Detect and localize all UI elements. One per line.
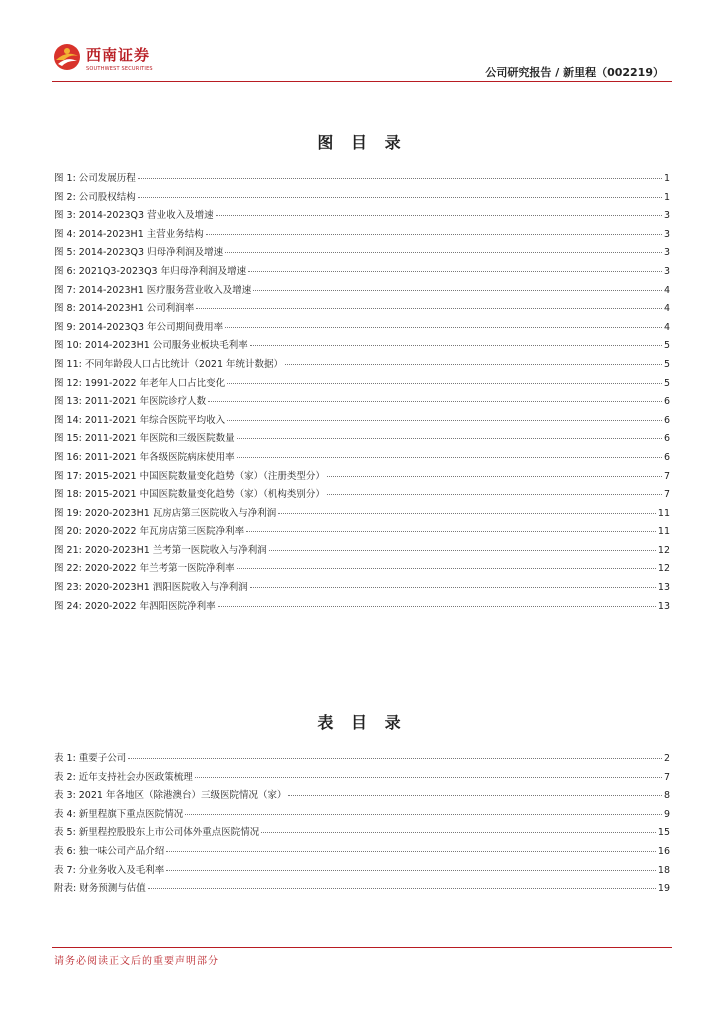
toc-entry-title: 2020-2023H1 泗阳医院收入与净利润 <box>84 582 248 594</box>
toc-entry[interactable] <box>54 579 670 598</box>
toc-entry-label: 表 1: <box>54 753 76 764</box>
toc-entry-page: 3 <box>663 265 670 277</box>
toc-entry-page: 6 <box>663 433 670 445</box>
toc-entry[interactable] <box>54 449 670 468</box>
toc-entry-page: 1 <box>663 173 670 184</box>
toc-entry-page: 12 <box>657 563 670 575</box>
toc-entry[interactable] <box>54 356 670 375</box>
toc-leader-dots <box>196 308 662 309</box>
toc-entry-label: 图 8: <box>54 303 76 315</box>
toc-entry-title: 2021Q3-2023Q3 年归母净利润及增速 <box>78 265 247 277</box>
toc-entry-title: 2020-2022 年兰考第一医院净利率 <box>84 563 235 575</box>
toc-entry-page: 16 <box>657 845 670 857</box>
toc-entry-label: 图 14: <box>54 414 82 426</box>
toc-entry[interactable] <box>54 750 670 769</box>
toc-entry-label: 图 1: <box>54 173 76 184</box>
toc-entry[interactable] <box>54 598 670 617</box>
toc-entry[interactable] <box>54 393 670 412</box>
toc-entry-page: 7 <box>663 470 670 482</box>
toc-leader-dots <box>327 476 662 477</box>
toc-entry-label: 图 18: <box>54 489 82 501</box>
toc-entry-title: 新里程旗下重点医院情况 <box>78 808 184 820</box>
toc-leader-dots <box>278 513 656 514</box>
toc-entry-title: 2014-2023Q3 归母净利润及增速 <box>78 247 224 259</box>
toc-leader-dots <box>237 568 656 569</box>
toc-entry-page: 6 <box>663 451 670 463</box>
company-logo <box>52 42 172 76</box>
toc-entry[interactable] <box>54 523 670 542</box>
toc-leader-dots <box>253 290 662 291</box>
toc-entry[interactable] <box>54 189 670 208</box>
toc-entry-page: 19 <box>657 883 670 895</box>
toc-leader-dots <box>225 252 662 253</box>
toc-entry-title: 分业务收入及毛利率 <box>78 864 165 876</box>
toc-leader-dots <box>195 777 662 778</box>
toc-entry[interactable] <box>54 170 670 189</box>
toc-entry-label: 图 20: <box>54 526 82 538</box>
toc-entry[interactable] <box>54 226 670 245</box>
toc-entry-label: 表 5: <box>54 827 76 839</box>
toc-entry-label: 表 2: <box>54 771 76 783</box>
toc-entry[interactable] <box>54 769 670 788</box>
toc-entry[interactable] <box>54 319 670 338</box>
toc-entry-label: 图 12: <box>54 377 82 389</box>
toc-leader-dots <box>248 271 662 272</box>
toc-entry-label: 图 21: <box>54 544 82 556</box>
toc-leader-dots <box>166 851 656 852</box>
toc-leader-dots <box>261 832 656 833</box>
toc-entry-page: 15 <box>657 827 670 839</box>
toc-leader-dots <box>216 215 662 216</box>
toc-entry-label: 表 6: <box>54 845 76 857</box>
toc-entry[interactable] <box>54 787 670 806</box>
toc-entry-title: 2021 年各地区（除港澳台）三级医院情况（家） <box>78 790 287 802</box>
toc-entry-title: 公司股权结构 <box>78 191 136 203</box>
footer-disclaimer: 请务必阅读正文后的重要声明部分 <box>54 956 219 967</box>
toc-entry-title: 1991-2022 年老年人口占比变化 <box>84 377 226 389</box>
toc-entry-page: 4 <box>663 303 670 315</box>
toc-leader-dots <box>237 438 662 439</box>
toc-entry-label: 图 15: <box>54 433 82 445</box>
toc-leader-dots <box>185 814 662 815</box>
toc-entry-title: 2014-2023H1 主营业务结构 <box>78 228 204 240</box>
toc-entry-title: 2015-2021 中国医院数量变化趋势（家）（注册类型分） <box>84 470 325 482</box>
toc-entry[interactable] <box>54 862 670 881</box>
toc-entry-page: 13 <box>657 600 670 612</box>
toc-entry-page: 13 <box>657 582 670 594</box>
toc-entry-title: 2011-2021 年医院和三级医院数量 <box>84 433 235 445</box>
toc-entry-page: 9 <box>663 808 670 820</box>
logo-english-name: SOUTHWEST SECURITIES <box>86 66 153 72</box>
toc-entry[interactable] <box>54 263 670 282</box>
toc-leader-dots <box>288 795 661 796</box>
toc-leader-dots <box>128 758 662 759</box>
toc-entry-label: 图 3: <box>54 210 76 222</box>
toc-entry-page: 5 <box>663 340 670 352</box>
page-header <box>52 38 672 82</box>
toc-entry-title: 独一味公司产品介绍 <box>78 845 165 857</box>
toc-entry-title: 2014-2023Q3 营业收入及增速 <box>78 210 214 222</box>
toc-entry-title: 2014-2023H1 公司服务业板块毛利率 <box>84 340 248 352</box>
toc-leader-dots <box>138 197 662 198</box>
toc-entry-page: 3 <box>663 210 670 222</box>
toc-entry-title: 2020-2022 年泗阳医院净利率 <box>84 600 216 612</box>
toc-entry-title: 2014-2023Q3 年公司期间费用率 <box>78 321 224 333</box>
toc-leader-dots <box>250 587 656 588</box>
toc-entry[interactable] <box>54 560 670 579</box>
toc-entry-page: 3 <box>663 247 670 259</box>
toc-entry-page: 5 <box>663 377 670 389</box>
toc-entry-title: 重要子公司 <box>78 753 127 764</box>
toc-entry-page: 6 <box>663 414 670 426</box>
toc-entry[interactable] <box>54 843 670 862</box>
toc-entry[interactable] <box>54 244 670 263</box>
toc-entry-label: 图 24: <box>54 600 82 612</box>
toc-leader-dots <box>227 420 662 421</box>
toc-entry-title: 2014-2023H1 公司利润率 <box>78 303 195 315</box>
toc-entry-page: 12 <box>657 544 670 556</box>
toc-entry-label: 图 13: <box>54 396 82 408</box>
toc-entry-title: 2011-2021 年医院诊疗人数 <box>84 396 207 408</box>
tables-toc-title: 表 目 录 <box>317 713 407 732</box>
toc-leader-dots <box>285 364 662 365</box>
toc-entry-label: 图 2: <box>54 191 76 203</box>
toc-entry-label: 图 7: <box>54 284 76 296</box>
toc-entry-label: 表 7: <box>54 864 76 876</box>
toc-entry-label: 表 3: <box>54 790 76 802</box>
toc-entry-title: 新里程控股股东上市公司体外重点医院情况 <box>78 827 260 839</box>
toc-entry-title: 财务预测与估值 <box>79 883 146 895</box>
toc-entry-page: 7 <box>663 771 670 783</box>
toc-entry-label: 图 17: <box>54 470 82 482</box>
toc-entry-page: 11 <box>657 507 670 519</box>
toc-entry-title: 2011-2021 年各级医院病床使用率 <box>84 451 235 463</box>
toc-entry[interactable] <box>54 806 670 825</box>
toc-entry-label: 表 4: <box>54 808 76 820</box>
toc-entry-page: 8 <box>663 790 670 802</box>
toc-leader-dots <box>225 327 662 328</box>
toc-leader-dots <box>227 383 662 384</box>
toc-entry[interactable] <box>54 300 670 319</box>
toc-entry[interactable] <box>54 880 670 899</box>
toc-entry-title: 2014-2023H1 医疗服务营业收入及增速 <box>78 284 252 296</box>
toc-entry-title: 公司发展历程 <box>78 173 136 184</box>
toc-leader-dots <box>327 494 662 495</box>
logo-mark-icon <box>52 42 82 72</box>
toc-entry[interactable] <box>54 468 670 487</box>
toc-entry-page: 1 <box>663 191 670 203</box>
toc-entry[interactable] <box>54 337 670 356</box>
header-divider <box>52 81 672 82</box>
toc-entry-page: 5 <box>663 358 670 370</box>
toc-entry-page: 6 <box>663 396 670 408</box>
toc-entry-label: 图 11: <box>54 358 82 370</box>
toc-entry[interactable] <box>54 505 670 524</box>
toc-entry-page: 4 <box>663 284 670 296</box>
toc-entry-label: 图 5: <box>54 247 76 259</box>
toc-entry-label: 图 16: <box>54 451 82 463</box>
toc-entry-page: 4 <box>663 321 670 333</box>
toc-leader-dots <box>218 606 656 607</box>
toc-entry[interactable] <box>54 430 670 449</box>
toc-entry-label: 图 22: <box>54 563 82 575</box>
toc-entry-label: 附表: <box>54 883 77 895</box>
toc-entry-title: 2015-2021 中国医院数量变化趋势（家）（机构类别分） <box>84 489 325 501</box>
toc-entry-title: 近年支持社会办医政策梳理 <box>78 771 193 783</box>
figures-toc-title: 图 目 录 <box>317 133 407 152</box>
toc-leader-dots <box>148 888 656 889</box>
toc-leader-dots <box>246 531 656 532</box>
toc-entry[interactable] <box>54 207 670 226</box>
toc-entry-title: 2020-2023H1 瓦房店第三医院收入与净利润 <box>84 507 277 519</box>
toc-entry[interactable] <box>54 282 670 301</box>
footer-divider <box>52 947 672 948</box>
toc-entry-label: 图 19: <box>54 507 82 519</box>
toc-entry[interactable] <box>54 542 670 561</box>
toc-entry-page: 11 <box>657 526 670 538</box>
toc-entry-title: 2011-2021 年综合医院平均收入 <box>84 414 226 426</box>
toc-entry-label: 图 6: <box>54 265 76 277</box>
toc-entry[interactable] <box>54 412 670 431</box>
toc-leader-dots <box>269 550 656 551</box>
toc-entry-title: 2020-2023H1 兰考第一医院收入与净利润 <box>84 544 267 556</box>
figures-toc-list <box>54 170 670 616</box>
toc-entry-label: 图 23: <box>54 582 82 594</box>
toc-entry-label: 图 4: <box>54 228 76 240</box>
toc-leader-dots <box>138 178 662 179</box>
toc-entry-page: 2 <box>663 753 670 764</box>
toc-leader-dots <box>237 457 662 458</box>
toc-entry-label: 图 10: <box>54 340 82 352</box>
toc-entry[interactable] <box>54 824 670 843</box>
toc-entry-page: 3 <box>663 228 670 240</box>
toc-entry-title: 不同年龄段人口占比统计（2021 年统计数据） <box>84 358 284 370</box>
toc-entry-title: 2020-2022 年瓦房店第三医院净利率 <box>84 526 245 538</box>
toc-entry[interactable] <box>54 375 670 394</box>
toc-entry[interactable] <box>54 486 670 505</box>
toc-entry-page: 7 <box>663 489 670 501</box>
toc-entry-page: 18 <box>657 864 670 876</box>
toc-leader-dots <box>206 234 662 235</box>
toc-leader-dots <box>208 401 662 402</box>
report-label: 公司研究报告 / 新里程（002219） <box>485 66 664 79</box>
toc-leader-dots <box>250 345 662 346</box>
toc-leader-dots <box>166 870 656 871</box>
logo-chinese-name: 西南证券 <box>86 46 151 64</box>
toc-entry-label: 图 9: <box>54 321 76 333</box>
tables-toc-list <box>54 750 670 899</box>
